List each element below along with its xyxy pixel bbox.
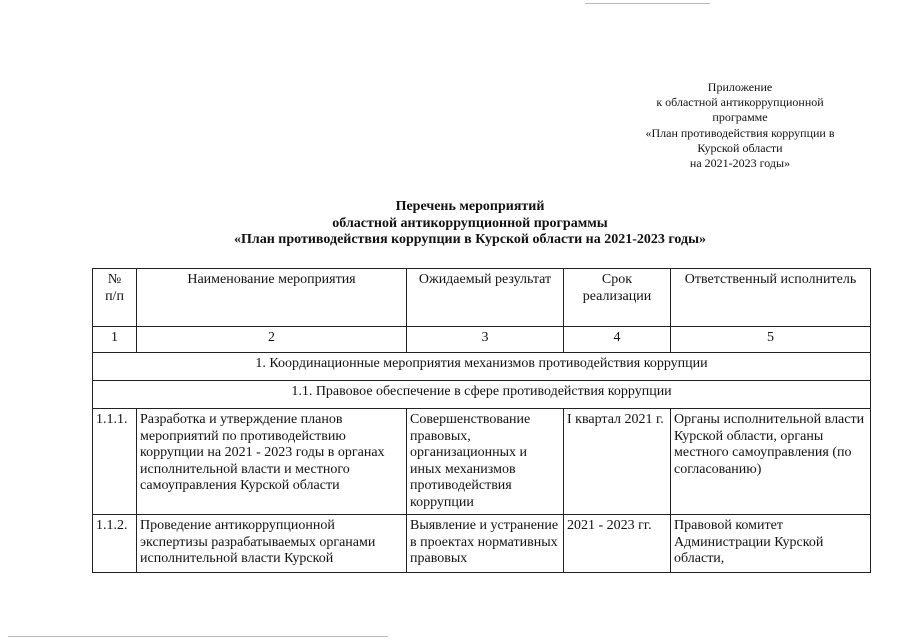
section-title: 1. Координационные мероприятия механизмов противодействия коррупции	[93, 353, 871, 381]
header-executor: Ответственный исполнитель	[671, 269, 871, 327]
row-executor: Правовой комитет Администрации Курской области,	[671, 515, 871, 573]
title-line: областной антикоррупционной программы	[332, 215, 608, 231]
subsection-row	[93, 381, 871, 409]
table-header-row	[93, 269, 871, 327]
header-name: Наименование мероприятия	[137, 269, 407, 327]
header-number-line: п/п	[105, 288, 124, 304]
column-number-row	[93, 327, 871, 353]
appendix-line: к областной антикоррупционной	[656, 95, 824, 110]
measures-table	[92, 268, 871, 573]
row-executor: Органы исполнительной власти Курской области, органы местного самоуправления (по согласованию)	[671, 409, 871, 515]
row-number: 1.1.1.	[93, 409, 137, 515]
title-line: «План противодействия коррупции в Курской области на 2021-2023 годы»	[234, 232, 706, 247]
appendix-line: «План противодействия коррупции в	[645, 125, 835, 140]
column-number: 4	[564, 327, 671, 353]
row-term: I квартал 2021 г.	[564, 409, 671, 515]
document-title	[160, 199, 780, 249]
subsection-title: 1.1. Правовое обеспечение в сфере противодействия коррупции	[93, 381, 871, 409]
header-number-line: №	[107, 272, 122, 287]
table-row	[93, 515, 871, 573]
appendix-line: программе	[712, 110, 768, 125]
row-number: 1.1.2.	[93, 515, 137, 573]
header-result: Ожидаемый результат	[407, 269, 564, 327]
row-name: Разработка и утверждение планов мероприятий по противодействию коррупции на 2021 - 2023 годы в органах исполнительной власти и местного самоуправления Курской области	[137, 409, 407, 515]
column-number: 3	[407, 327, 564, 353]
column-number: 2	[137, 327, 407, 353]
header-term	[564, 269, 671, 327]
row-name: Проведение антикоррупционной экспертизы разрабатываемых органами исполнительной власти Курской	[137, 515, 407, 573]
header-term-line: Срок	[601, 272, 633, 287]
column-number: 1	[93, 327, 137, 353]
appendix-line: на 2021-2023 годы»	[689, 156, 791, 171]
appendix-line: Приложение	[707, 80, 773, 94]
scan-artifact-line	[585, 3, 710, 4]
row-result: Выявление и устранение в проектах нормативных правовых	[407, 515, 564, 573]
appendix-line: Курской области	[697, 140, 783, 155]
title-line: Перечень мероприятий	[395, 199, 545, 214]
scan-artifact-line	[8, 636, 388, 637]
section-row	[93, 353, 871, 381]
appendix-header	[620, 80, 860, 171]
row-result: Совершенствование правовых, организационных и иных механизмов противодействия коррупции	[407, 409, 564, 515]
table-row	[93, 409, 871, 515]
header-term-line: реализации	[582, 288, 652, 304]
row-term: 2021 - 2023 гг.	[564, 515, 671, 573]
column-number: 5	[671, 327, 871, 353]
header-number	[93, 269, 137, 327]
